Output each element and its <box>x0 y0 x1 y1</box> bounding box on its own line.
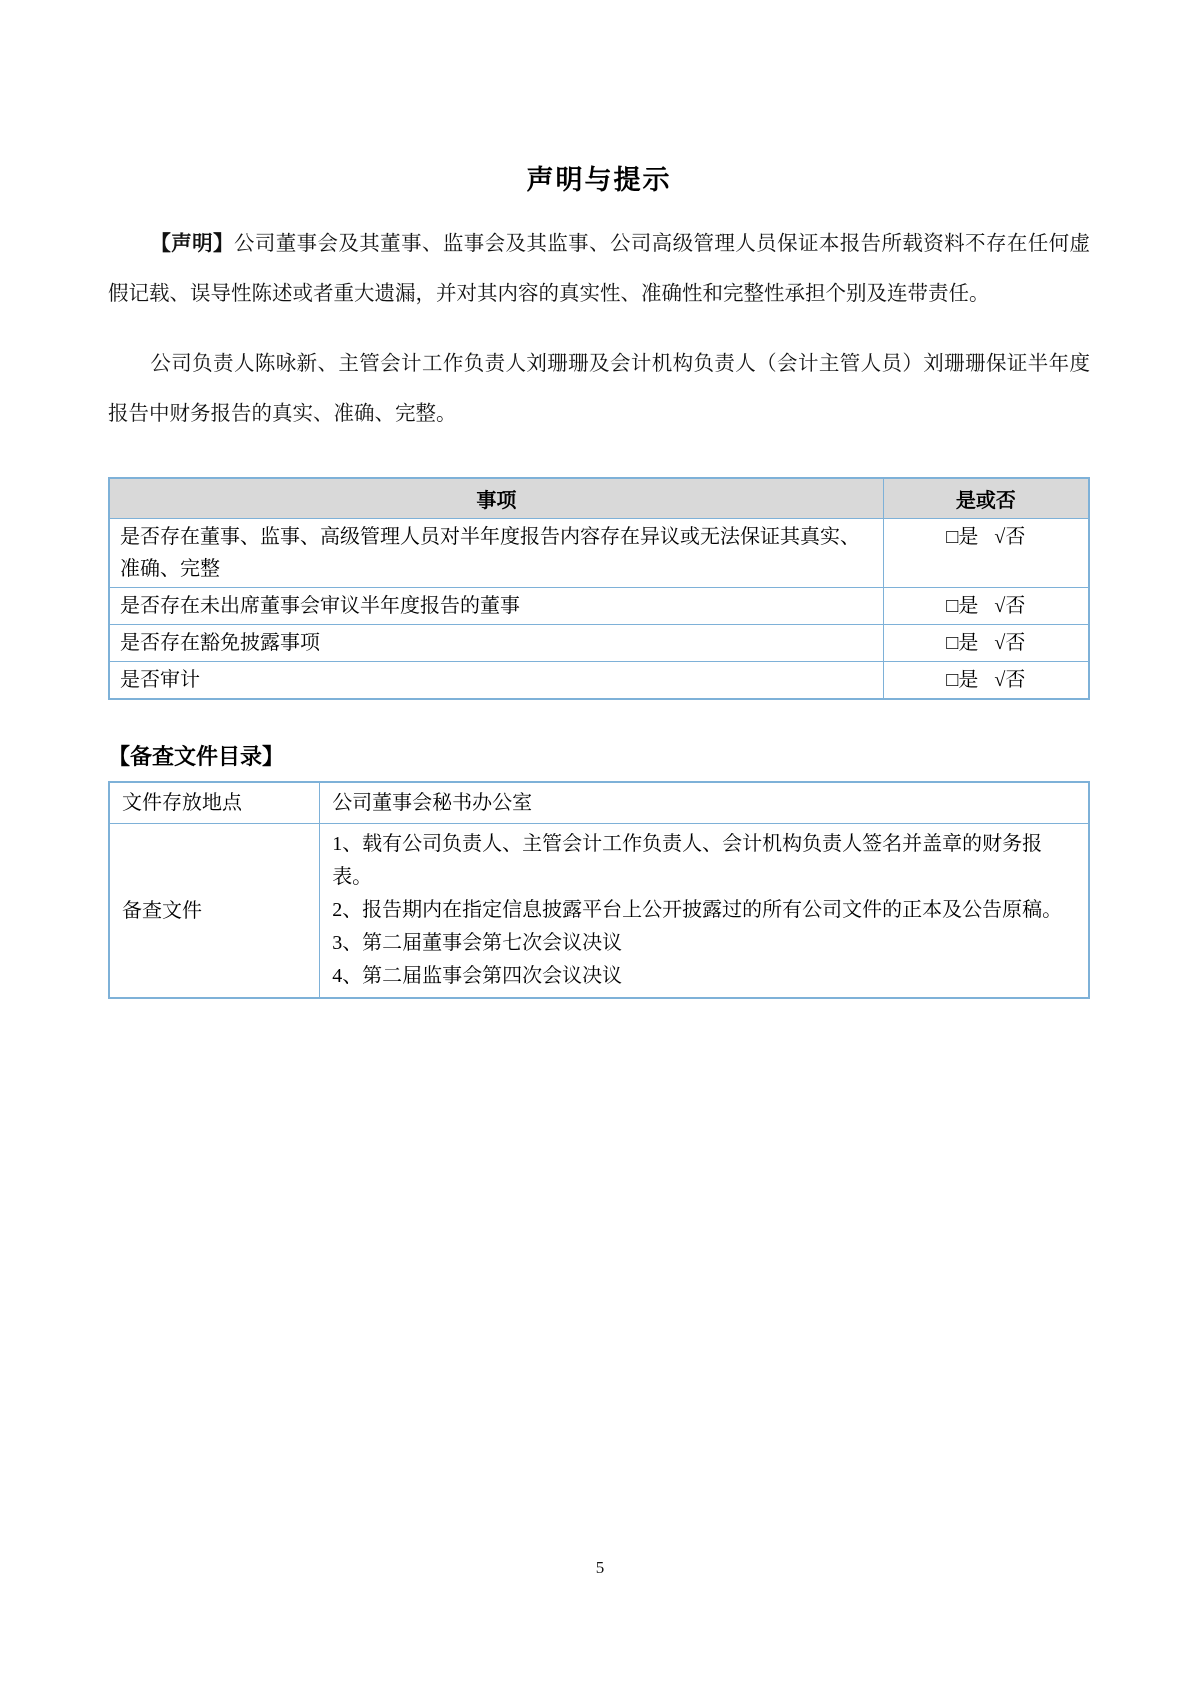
answer-cell <box>883 588 1089 625</box>
declaration-paragraph <box>108 219 1090 319</box>
responsibility-text: 公司负责人陈咏新、主管会计工作负责人刘珊珊及会计机构负责人（会计主管人员）刘珊珊保证半年度报告中财务报告的真实、准确、完整。 <box>108 353 1090 425</box>
declaration-text: 公司董事会及其董事、监事会及其监事、公司高级管理人员保证本报告所载资料不存在任何虚假记载、误导性陈述或者重大遗漏，并对其内容的真实性、准确性和完整性承担个别及连带责任。 <box>108 233 1091 305</box>
checkbox-yes-option: □是 <box>946 669 979 691</box>
items-table-header-row <box>109 478 1089 519</box>
item-text: 是否审计 <box>109 662 883 700</box>
document-list-item: 3、第二届董事会第七次会议决议 <box>332 932 623 954</box>
documents-files-cell <box>320 824 1089 999</box>
checked-no-option: √否 <box>994 632 1026 654</box>
checked-no-option: √否 <box>994 526 1026 548</box>
responsibility-paragraph <box>108 339 1090 439</box>
documents-files-label: 备查文件 <box>109 824 320 999</box>
table-row <box>109 588 1089 625</box>
checked-no-option: √否 <box>994 595 1026 617</box>
declaration-label: 【声明】 <box>150 232 234 255</box>
answer-cell <box>883 519 1089 588</box>
table-row <box>109 519 1089 588</box>
item-text: 是否存在未出席董事会审议半年度报告的董事 <box>109 588 883 625</box>
answer-cell <box>883 662 1089 700</box>
page-title: 声明与提示 <box>526 165 672 195</box>
checked-no-option: √否 <box>994 669 1026 691</box>
checkbox-yes-option: □是 <box>946 595 979 617</box>
table-row <box>109 782 1089 824</box>
answer-cell <box>883 625 1089 662</box>
checkbox-yes-option: □是 <box>946 632 979 654</box>
table-row <box>109 625 1089 662</box>
table-row <box>109 824 1089 999</box>
document-list-item: 1、载有公司负责人、主管会计工作负责人、会计机构负责人签名并盖章的财务报表。 <box>332 833 1043 888</box>
documents-table <box>108 781 1090 999</box>
documents-section-heading: 【备查文件目录】 <box>108 744 285 769</box>
document-list-item: 4、第二届监事会第四次会议决议 <box>332 965 623 987</box>
documents-location-value: 公司董事会秘书办公室 <box>320 782 1089 824</box>
item-text: 是否存在董事、监事、高级管理人员对半年度报告内容存在异议或无法保证其真实、准确、完整 <box>109 519 883 588</box>
page-number: 5 <box>595 1558 605 1577</box>
item-text: 是否存在豁免披露事项 <box>109 625 883 662</box>
items-table <box>108 477 1090 700</box>
checkbox-yes-option: □是 <box>946 526 979 548</box>
document-list-item: 2、报告期内在指定信息披露平台上公开披露过的所有公司文件的正本及公告原稿。 <box>332 899 1063 921</box>
documents-location-label: 文件存放地点 <box>109 782 320 824</box>
items-header-answer: 是或否 <box>883 478 1089 519</box>
items-header-item: 事项 <box>109 478 883 519</box>
table-row <box>109 662 1089 700</box>
